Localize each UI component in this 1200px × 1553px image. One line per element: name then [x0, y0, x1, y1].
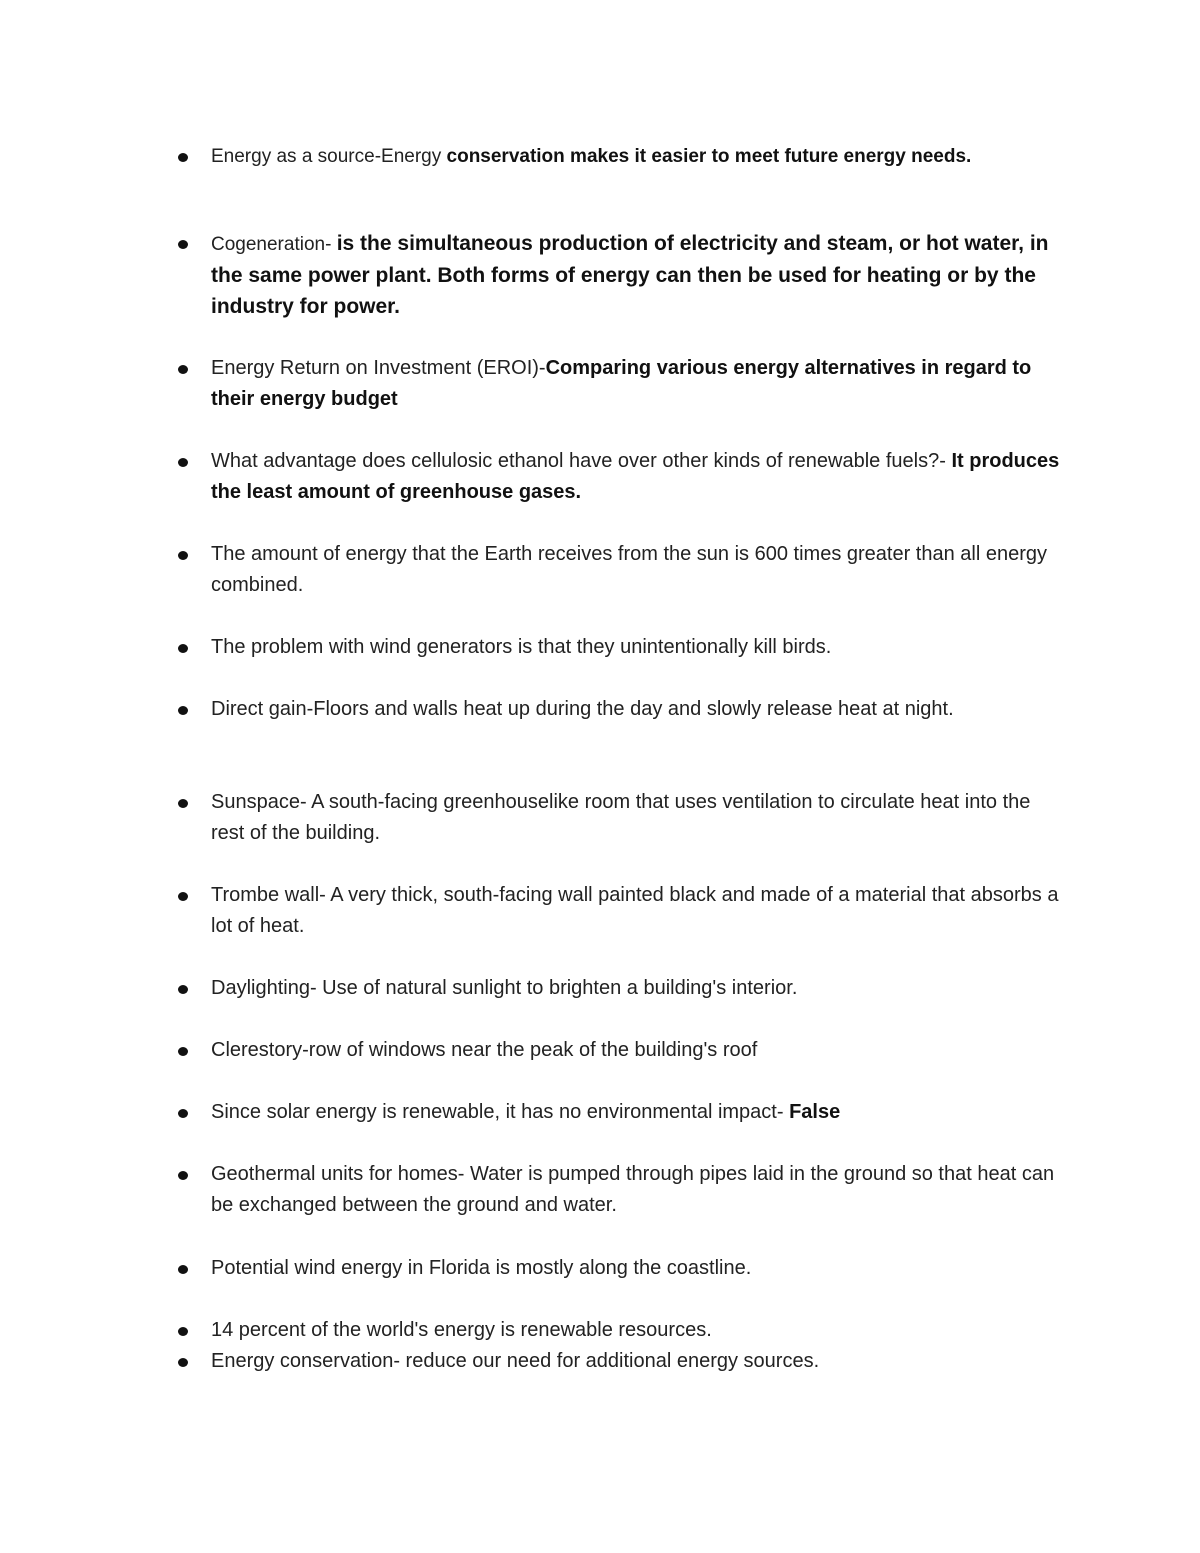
- list-item: [211, 1035, 1061, 1066]
- item-text: Since solar energy is renewable, it has no environmental impact-: [211, 1101, 790, 1123]
- item-text: 14 percent of the world's energy is renewable resources.: [211, 1319, 712, 1341]
- item-emphasis: is the simultaneous production of electricity and steam, or hot water, in the same power plant. Both forms of energy can then be used for heating or by the industry for power.: [211, 232, 1049, 318]
- item-text: What advantage does cellulosic ethanol have over other kinds of renewable fuels?-: [211, 450, 952, 472]
- list-item: [211, 1253, 1061, 1284]
- bullet-icon: [178, 799, 188, 808]
- list-item: [211, 1346, 1061, 1377]
- bullet-icon: [178, 985, 188, 994]
- item-text: Daylighting- Use of natural sunlight to brighten a building's interior.: [211, 977, 798, 999]
- item-text: Direct gain-Floors and walls heat up during the day and slowly release heat at night.: [211, 698, 954, 720]
- item-text: Sunspace- A south-facing greenhouselike room that uses ventilation to circulate heat into the rest of the building.: [211, 791, 1031, 844]
- bullet-icon: [178, 458, 188, 467]
- item-text: Energy as a source-Energy: [211, 146, 447, 167]
- bullet-icon: [178, 706, 188, 715]
- bullet-icon: [178, 1265, 188, 1274]
- list-item: [211, 446, 1061, 508]
- list-item: [211, 539, 1061, 601]
- bullet-icon: [178, 644, 188, 653]
- list-item: [211, 694, 1061, 725]
- item-text: Geothermal units for homes- Water is pumped through pipes laid in the ground so that heat can be exchanged between the ground and water.: [211, 1163, 1055, 1216]
- item-text: Potential wind energy in Florida is mostly along the coastline.: [211, 1257, 752, 1279]
- list-item: [211, 228, 1061, 322]
- item-text: Clerestory-row of windows near the peak of the building's roof: [211, 1039, 758, 1061]
- item-emphasis: False: [789, 1101, 841, 1123]
- bullet-icon: [178, 1109, 188, 1118]
- bullet-icon: [178, 551, 188, 560]
- bullet-icon: [178, 1358, 188, 1367]
- item-emphasis: It produces the least amount of greenhouse gases.: [211, 450, 1060, 503]
- item-text: The problem with wind generators is that they unintentionally kill birds.: [211, 636, 832, 658]
- bullet-icon: [178, 1171, 188, 1180]
- item-text: Energy Return on Investment (EROI)-: [211, 357, 546, 379]
- item-emphasis: Comparing various energy alternatives in regard to their energy budget: [211, 357, 1032, 410]
- list-item: [211, 787, 1061, 849]
- list-item: [211, 1097, 1061, 1128]
- item-text: The amount of energy that the Earth receives from the sun is 600 times greater than all energy combined.: [211, 543, 1048, 596]
- list-item: [211, 880, 1061, 942]
- list-item: [211, 973, 1061, 1004]
- bullet-icon: [178, 892, 188, 901]
- list-item: [211, 1315, 1061, 1346]
- bullet-icon: [178, 240, 188, 249]
- list-item: [211, 632, 1061, 663]
- item-text: Trombe wall- A very thick, south-facing wall painted black and made of a material that absorbs a lot of heat.: [211, 884, 1059, 937]
- bullet-icon: [178, 1327, 188, 1336]
- item-text: Energy conservation- reduce our need for additional energy sources.: [211, 1350, 820, 1372]
- bullet-icon: [178, 153, 188, 162]
- list-item: [211, 1159, 1061, 1221]
- list-item: [211, 143, 1061, 171]
- list-item: [211, 353, 1061, 415]
- bullet-icon: [178, 1047, 188, 1056]
- bullet-icon: [178, 365, 188, 374]
- item-emphasis: conservation makes it easier to meet future energy needs.: [446, 146, 972, 167]
- item-text: Cogeneration-: [211, 234, 337, 255]
